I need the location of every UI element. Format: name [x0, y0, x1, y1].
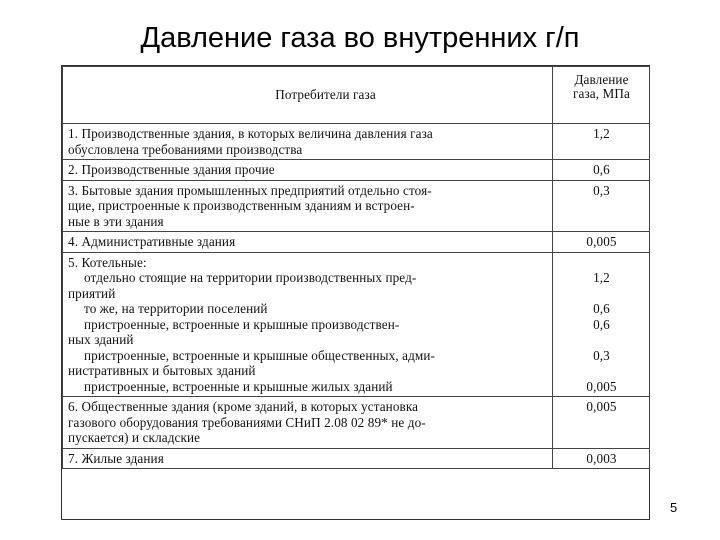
consumer-text-line: щие, пристроенные к производственным зданиям и встроен-: [68, 198, 415, 213]
consumer-cell: [63, 160, 553, 181]
consumer-cell: [63, 448, 553, 469]
pressure-value: 0,6: [593, 316, 610, 332]
boiler-subitem-line: отдельно стоящие на территории производственных пред-: [84, 270, 417, 285]
pressure-value: 0,005: [586, 378, 617, 394]
pressure-cell: [553, 124, 650, 160]
pressure-cell: [553, 397, 650, 449]
consumer-text-line: пускается) и складские: [68, 430, 201, 445]
pressure-value: 0,3: [593, 347, 610, 363]
header-consumers: Потребители газа: [63, 67, 553, 124]
consumer-cell: [63, 180, 553, 232]
consumer-cell: [63, 124, 553, 160]
table-row: [63, 160, 650, 181]
consumer-cell: [63, 252, 553, 397]
boiler-subitem-line: нистративных и бытовых зданий: [68, 363, 256, 378]
pressure-value: 1,2: [593, 270, 610, 285]
consumer-text-line: 4. Административные здания: [68, 234, 236, 249]
pressure-value: 0,3: [593, 182, 610, 198]
consumer-text-line: обусловлена требованиями производства: [68, 141, 303, 157]
table-row: [63, 448, 650, 469]
table-row: [63, 180, 650, 232]
consumer-text-line: 6. Общественные здания (кроме зданий, в которых установка: [68, 399, 419, 414]
header-pressure: [553, 67, 650, 124]
consumer-text-line: 3. Бытовые здания промышленных предприятий отдельно стоя-: [68, 182, 432, 198]
pressure-value: 0,6: [593, 301, 610, 316]
table-row: [63, 397, 650, 449]
page-number: 5: [670, 500, 678, 515]
boiler-subitem-line: ных зданий: [68, 332, 134, 347]
pressure-cell: [553, 180, 650, 232]
gas-pressure-table: [62, 66, 650, 469]
consumer-text-line: газового оборудования требованиями СНиП 2.08 02 89* не до-: [68, 414, 426, 430]
consumer-text-line: 2. Производственные здания прочие: [68, 162, 275, 177]
table-row: [63, 232, 650, 253]
pressure-cell: [553, 232, 650, 253]
pressure-value: 0,005: [586, 234, 617, 249]
header-pressure-line: Давление: [574, 72, 629, 87]
slide-title: Давление газа во внутренних г/п: [140, 22, 580, 54]
pressure-value: 0,003: [586, 450, 617, 466]
consumer-text-line: 1. Производственные здания, в которых величина давления газа: [68, 126, 433, 141]
boiler-subitem-line: пристроенные, встроенные и крышные производствен-: [84, 316, 400, 332]
consumer-cell: [63, 232, 553, 253]
consumer-text-line: 7. Жилые здания: [68, 450, 164, 466]
table-row: [63, 124, 650, 160]
pressure-value: 0,6: [593, 162, 610, 177]
boiler-subitem-line: приятий: [68, 285, 116, 301]
boiler-heading: 5. Котельные:: [68, 254, 147, 270]
pressure-value: 1,2: [593, 126, 610, 141]
pressure-cell: [553, 160, 650, 181]
consumer-text-line: ные в эти здания: [68, 213, 164, 229]
pressure-cell: [553, 448, 650, 469]
table-row: [63, 252, 650, 397]
consumer-cell: [63, 397, 553, 449]
header-pressure-line: газа, МПа: [573, 86, 630, 101]
boiler-subitem-line: пристроенные, встроенные и крышные жилых зданий: [84, 378, 393, 394]
pressure-cell: [553, 252, 650, 397]
table-header-row: [63, 67, 650, 124]
pressure-value: 0,005: [586, 399, 617, 414]
boiler-subitem-line: пристроенные, встроенные и крышные общественных, адми-: [84, 347, 435, 363]
boiler-subitem-line: то же, на территории поселений: [84, 301, 268, 316]
